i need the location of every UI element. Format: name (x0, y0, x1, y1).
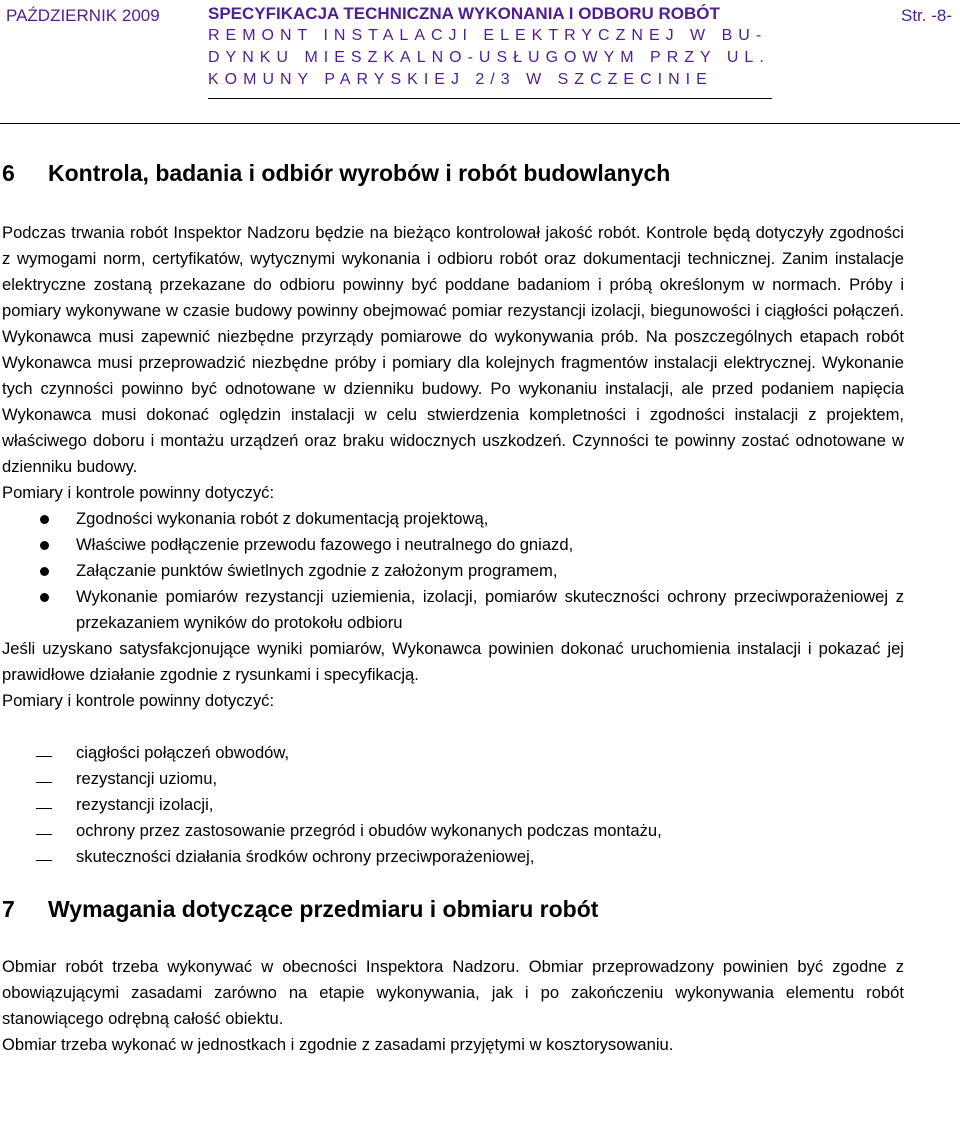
list-intro: Pomiary i kontrole powinny dotyczyć: (2, 483, 275, 502)
header-rule (0, 123, 960, 124)
list-item: rezystancji uziomu, (2, 766, 904, 792)
list-item: Wykonanie pomiarów rezystancji uziemienia, izolacji, pomiarów skuteczności ochrony przeciwporażeniowej z przekazaniem wyników do protokołu odbioru (2, 584, 904, 636)
list-item: Zgodności wykonania robót z dokumentacją projektową, (2, 506, 904, 532)
section-6-paragraph: Podczas trwania robót Inspektor Nadzoru będzie na bieżąco kontrolował jakość robót. Kontrole będą dotyczyły zgodności z wymogami norm, certyfikatów, wytycznymi wykonania i odbioru robót oraz dokumentacji technicznej. Zanim instalacje elektryczne zostaną przekazane do odbioru powinny być poddane badaniom i próbą określonym w normach. Próby i pomiary wykonywane w czasie budowy powinny obejmować pomiar rezystancji izolacji, biegunowości i ciągłości połączeń. Wykonawca musi zapewnić niezbędne przyrządy pomiarowe do wykonywania prób. Na poszczególnych etapach robót Wykonawca musi przeprowadzić niezbędne próby i pomiary dla kolejnych fragmentów instalacji elektrycznej. Wykonanie tych czynności powinno być odnotowane w dzienniku budowy. Po wykonaniu instalacji, ale przed podaniem napięcia Wykonawca musi dokonać oględzin instalacji w celu stwierdzenia kompletności i zgodności instalacji z projektem, właściwego doboru i montażu urządzeń oraz braku widocznych uszkodzeń. Czynności te powinny zostać odnotowane w dzienniku budowy. (2, 223, 904, 476)
list-item: ciągłości połączeń obwodów, (2, 740, 904, 766)
section-number: 6 (2, 160, 15, 186)
header-title: SPECYFIKACJA TECHNICZNA WYKONANIA I ODBORU ROBÓT (208, 4, 720, 23)
header-date: PAŹDZIERNIK 2009 (6, 6, 160, 25)
list-item: Właściwe podłączenie przewodu fazowego i neutralnego do gniazd, (2, 532, 904, 558)
section-6-heading (2, 158, 904, 188)
section-number: 7 (2, 896, 15, 922)
header-subtitle-line: KOMUNY PARYSKIEJ 2/3 W SZCZECINIE (208, 71, 713, 88)
bullet-list (2, 506, 904, 636)
section-title: Wymagania dotyczące przedmiaru i obmiaru robót (48, 896, 599, 922)
section-7-paragraph: Obmiar robót trzeba wykonywać w obecności Inspektora Nadzoru. Obmiar przeprowadzony powinien być zgodne z obowiązującymi zasadami zarówno na etapie wykonywania, jak i po zakończeniu wykonywania elementu robót stanowiącego odrębną całość obiektu. (2, 957, 904, 1028)
dash-list (2, 740, 904, 870)
header-subtitle-line: REMONT INSTALACJI ELEKTRYCZNEJ W BU- (208, 27, 768, 44)
list-item: Załączanie punktów świetlnych zgodnie z założonym programem, (2, 558, 904, 584)
list-item: rezystancji izolacji, (2, 792, 904, 818)
section-7-heading (2, 894, 904, 924)
header-center (208, 4, 788, 91)
header-underline (208, 98, 772, 99)
list-item: ochrony przez zastosowanie przegród i obudów wykonanych podczas montażu, (2, 818, 904, 844)
section-7-paragraph: Obmiar trzeba wykonać w jednostkach i zgodnie z zasadami przyjętymi w kosztorysowaniu. (2, 1035, 674, 1054)
header-subtitle-line: DYNKU MIESZKALNO-USŁUGOWYM PRZY UL. (208, 49, 770, 66)
page-header (0, 0, 960, 124)
section-6-paragraph: Jeśli uzyskano satysfakcjonujące wyniki pomiarów, Wykonawca powinien dokonać uruchomienia instalacji i pokazać jej prawidłowe działanie zgodnie z rysunkami i specyfikacją. (2, 639, 904, 684)
section-title: Kontrola, badania i odbiór wyrobów i robót budowlanych (48, 160, 671, 186)
document-body (2, 150, 904, 1058)
header-page-number: Str. -8- (900, 6, 952, 25)
list-intro: Pomiary i kontrole powinny dotyczyć: (2, 691, 275, 710)
list-item: skuteczności działania środków ochrony przeciwporażeniowej, (2, 844, 904, 870)
